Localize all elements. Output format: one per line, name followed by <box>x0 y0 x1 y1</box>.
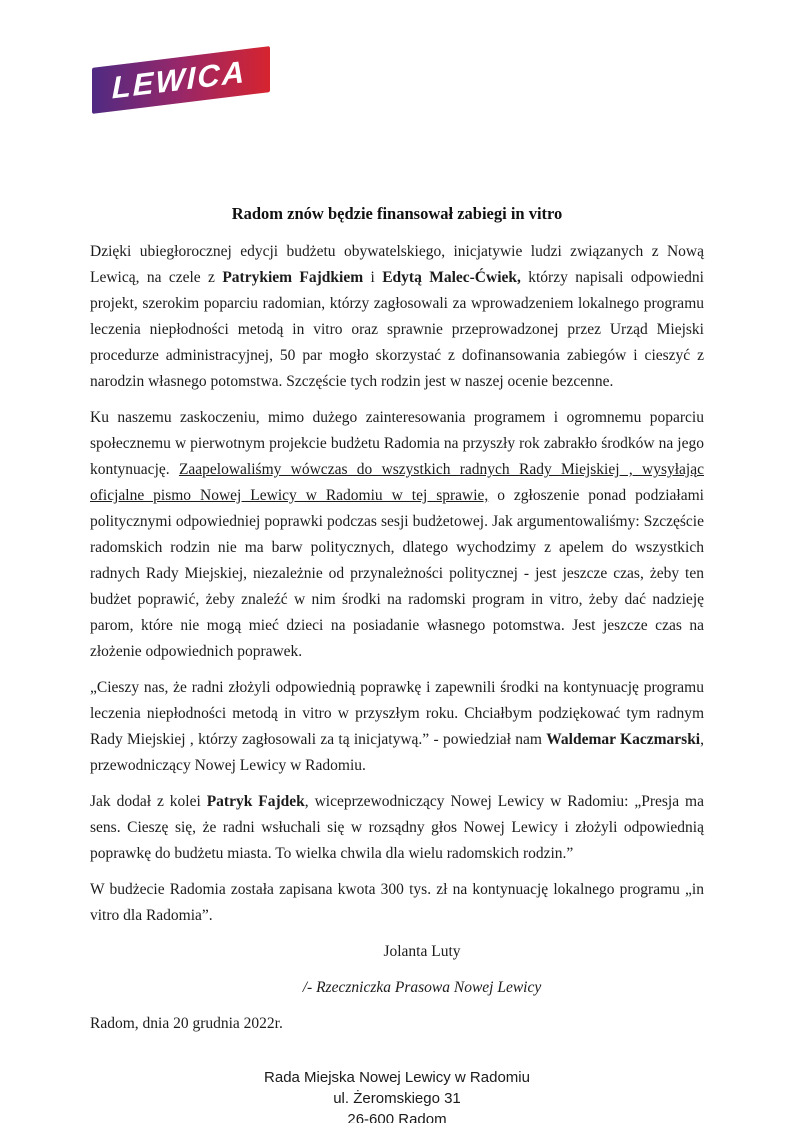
body-paragraph: W budżecie Radomia została zapisana kwota 300 tys. zł na kontynuację lokalnego programu „in vitro dla Radomia”. <box>90 881 704 924</box>
lewica-logo <box>92 46 270 114</box>
footer-street-address: ul. Żeromskiego 31 <box>333 1090 461 1107</box>
footer-postal-city: 26-600 Radom <box>347 1111 447 1123</box>
lewica-logo-text: LEWICA <box>111 54 247 106</box>
body-paragraph: Dzięki ubiegłorocznej edycji budżetu obywatelskiego, inicjatywie ludzi związanych z Nową Lewicą, na czele z Patrykiem Fajdkiem i Edytą Malec-Ćwiek, którzy napisali odpowiedni projekt, szerokim poparciu radomian, którzy zagłosowali za wprowadzeniem lokalnego programu leczenia niepłodności metodą in vitro oraz sprawnie przeprowadzonej przez Urząd Miejski procedurze administracyjnej, 50 par mogło skorzystać z dofinansowania zabiegów i cieszyć z narodzin własnego potomstwa. Szczęście tych rodzin jest w naszej ocenie bezcenne. <box>90 243 704 390</box>
body-paragraph: „Cieszy nas, że radni złożyli odpowiednią poprawkę i zapewnili środki na kontynuację programu leczenia niepłodności metodą in vitro w przyszłym roku. Chciałbym podziękować tym radnym Rady Miejskiej , którzy zagłosowali za tą inicjatywą.” - powiedział nam Waldemar Kaczmarski, przewodniczący Nowej Lewicy w Radomiu. <box>90 679 704 774</box>
footer-organization: Rada Miejska Nowej Lewicy w Radomiu <box>264 1069 530 1086</box>
signature-block <box>90 939 704 1001</box>
page-content <box>0 54 794 1123</box>
page-title: Radom znów będzie finansował zabiegi in vitro <box>231 204 563 223</box>
spokesperson-role: /- Rzeczniczka Prasowa Nowej Lewicy <box>302 979 542 996</box>
spokesperson-name: Jolanta Luty <box>383 943 461 960</box>
dateline: Radom, dnia 20 grudnia 2022r. <box>90 1015 283 1032</box>
letterhead <box>90 54 704 159</box>
body-paragraph: Jak dodał z kolei Patryk Fajdek, wiceprzewodniczący Nowej Lewicy w Radomiu: „Presja ma sens. Cieszę się, że radni wsłuchali się w rozsądny głos Nowej Lewicy i złożyli odpowiednią poprawkę do budżetu miasta. To wielka chwila dla wielu radomskich rodzin.” <box>90 793 704 862</box>
document-body <box>90 239 704 929</box>
page-footer <box>90 1067 704 1123</box>
body-paragraph: Ku naszemu zaskoczeniu, mimo dużego zainteresowania programem i ogromnemu poparciu społecznemu w pierwotnym projekcie budżetu Radomia na przyszły rok zabrakło środków na jego kontynuację. Zaapelowaliśmy wówczas do wszystkich radnych Rady Miejskiej , wysyłając oficjalne pismo Nowej Lewicy w Radomiu w tej sprawie, o zgłoszenie ponad podziałami politycznymi odpowiedniej poprawki podczas sesji budżetowej. Jak argumentowaliśmy: Szczęście radomskich rodzin nie ma barw politycznych, dlatego wychodzimy z apelem do wszystkich radnych Rady Miejskiej, niezależnie od przynależności politycznej - jest jeszcze czas, żeby ten budżet poprawić, żeby znaleźć w nim środki na radomski program in vitro, żeby dać nadzieję parom, które nie mogą mieć dzieci na posiadanie własnego potomstwa. Jest jeszcze czas na złożenie odpowiednich poprawek. <box>90 409 704 660</box>
